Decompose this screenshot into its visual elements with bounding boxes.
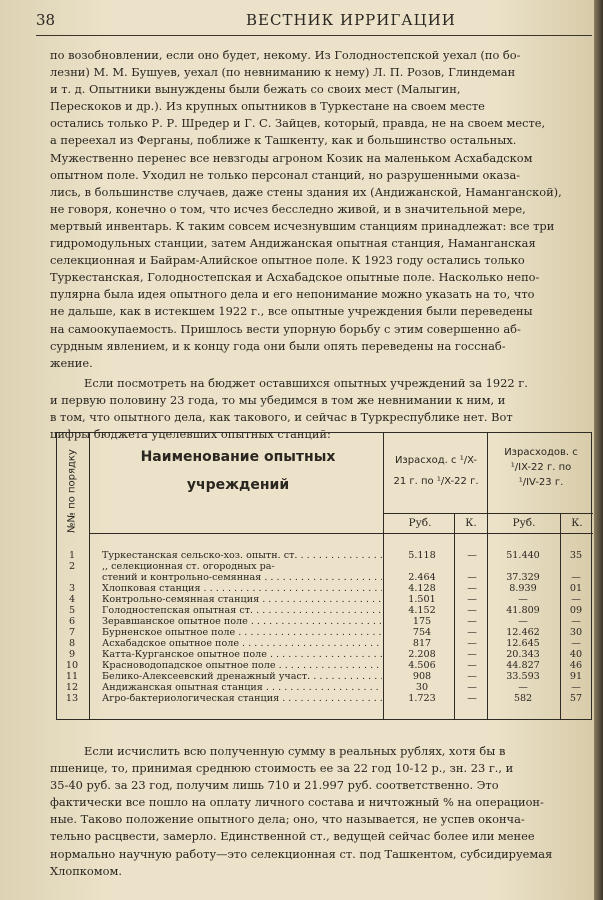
text-line: в том, что опытного дела, как такового, и сейчас в Туркреспублике нет. Вот (50, 410, 513, 425)
text-line: жение. (50, 355, 93, 370)
rub-period-1: 2.208 (408, 649, 436, 660)
kop-period-1: — (467, 649, 477, 660)
text-line: по возобновлении, если оно будет, некому. Из Голодностепской уехал (по бо- (50, 48, 521, 62)
row-number: 8 (68, 638, 76, 649)
text-line: Мужественно перенес все невзгоды агроном Козик на маленьком Асхабадском (50, 150, 533, 165)
table-row (57, 649, 593, 660)
table-row (57, 594, 593, 605)
kop-period-1: — (467, 693, 477, 704)
kop-period-1: — (467, 594, 477, 605)
row-number: 12 (65, 682, 79, 693)
row-number: 13 (65, 693, 79, 704)
rub-period-1: 817 (412, 638, 432, 649)
rub-period-1: 4.128 (408, 583, 436, 594)
kop-period-1: — (467, 627, 477, 638)
row-number: 7 (68, 627, 76, 638)
unit-rub-header: Руб. (408, 517, 432, 529)
text-line: Хлопкомом. (50, 863, 122, 878)
rub-period-2: 12.645 (506, 638, 540, 649)
kop-period-2: 40 (569, 649, 583, 660)
text-line: пшенице, то, принимая среднюю стоимость ее за 22 год 10-12 р., зн. 23 г., и (50, 761, 514, 776)
table-row (57, 583, 593, 594)
kop-period-2: 91 (569, 671, 583, 682)
table-header-subrule (383, 513, 593, 514)
text-line: опытном поле. Уходил не только персонал станций, но разрушенными оказа- (50, 167, 521, 182)
journal-title: ВЕСТНИК ИРРИГАЦИИ (246, 11, 456, 29)
text-line: на самоокупаемость. Пришлось вести упорную борьбу с этим совершенно аб- (50, 321, 521, 336)
paragraph-1 (50, 47, 595, 372)
row-number: 10 (65, 660, 79, 671)
row-name: Андижанская опытная станция . . . (102, 682, 382, 693)
table-row (57, 627, 593, 638)
row-number: 11 (65, 671, 79, 682)
row-name: Хлопковая станция . . . (102, 583, 382, 594)
page-number: 38 (36, 11, 56, 29)
row-name: стений и контрольно-семянная . . . (102, 572, 382, 583)
rub-period-2: — (518, 594, 528, 605)
kop-period-2: — (571, 594, 581, 605)
table-row (57, 638, 593, 649)
row-name: Агро-бактериологическая станция . . . (102, 693, 382, 704)
text-line: лезни) М. М. Бушуев, уехал (по невниманию к нему) Л. П. Розов, Глиндеман (50, 65, 516, 80)
kop-period-1: — (467, 572, 477, 583)
text-line: сурдным явлением, и к концу года они были опять переведены на госснаб- (50, 338, 506, 353)
text-line: Перескоков и др.). Из крупных опытников в Туркестане на своем месте (50, 99, 485, 114)
text-line: нормально научную работу—это селекционная ст. под Ташкентом, субсидируемая (50, 846, 553, 861)
text-line: пулярна была идея опытного дела и его непонимание можно указать на то, что (50, 287, 535, 302)
table-row (57, 605, 593, 616)
rub-period-2: 20.343 (506, 649, 540, 660)
rub-period-2: 51.440 (506, 550, 540, 561)
text-line: лись, в большинстве случаев, даже стены здания их (Андижанской, Наманганской), (50, 184, 562, 199)
rub-period-2: 33.593 (506, 671, 540, 682)
rub-period-2: 41.809 (506, 605, 540, 616)
kop-period-1: — (467, 550, 477, 561)
kop-period-1: — (467, 605, 477, 616)
table-header-rule (89, 533, 593, 534)
kop-period-2: — (571, 572, 581, 583)
rub-period-1: 1.501 (408, 594, 436, 605)
row-name: Контрольно-семянная станция . . . (102, 594, 382, 605)
row-number: 9 (68, 649, 76, 660)
kop-period-2: 35 (569, 550, 583, 561)
kop-period-2: 57 (569, 693, 583, 704)
text-line: 35-40 руб. за 23 год, получим лишь 710 и 21.997 руб. соответственно. Это (50, 778, 499, 793)
unit-kop-header: К. (465, 517, 477, 529)
table-row (57, 561, 593, 572)
text-line: не дальше, как в истекшем 1922 г., все опытные учреждения были переведены (50, 304, 533, 319)
table-row (57, 693, 593, 704)
text-line: а переехал из Ферганы, поближе к Ташкенту, как и большинство остальных. (50, 133, 517, 148)
kop-period-2: 09 (569, 605, 583, 616)
row-name: Голодностепская опытная ст. . . . (102, 605, 382, 616)
rub-period-2: 12.462 (506, 627, 540, 638)
text-line: остались только Р. Р. Шредер и Г. С. Зайцев, который, правда, не на своем месте, (50, 116, 546, 131)
row-name: Туркестанская сельско-хоз. опытн. ст. . . . (102, 550, 382, 561)
table-row (57, 660, 593, 671)
column-header-period-1: Израсход. с ¹/X- 21 г. по ¹/X-22 г. (393, 455, 479, 487)
text-line: и т. д. Опытники вынуждены были бежать со своих мест (Малыгин, (50, 82, 461, 97)
rub-period-2: 37.329 (506, 572, 540, 583)
text-line: ные. Таково положение опытного дела; оно, что называется, не успев оконча- (50, 812, 525, 827)
kop-period-1: — (467, 660, 477, 671)
page-edge-shadow (594, 0, 603, 900)
text-line: Если исчислить всю полученную сумму в реальных рублях, хотя бы в (84, 744, 506, 758)
row-number: 4 (68, 594, 76, 605)
rub-period-1: 4.506 (408, 660, 436, 671)
row-number: 5 (68, 605, 76, 616)
kop-period-1: — (467, 583, 477, 594)
text-line: Если посмотреть на бюджет оставшихся опытных учреждений за 1922 г. (84, 376, 528, 390)
row-name: Красноводопадское опытное поле . . . (102, 660, 382, 671)
rub-period-1: 2.464 (408, 572, 436, 583)
rub-period-1: 30 (415, 682, 429, 693)
row-number: 6 (68, 616, 76, 627)
row-name: ,, селекционная ст. огородных ра- (102, 561, 275, 572)
table-row (57, 671, 593, 682)
row-name: Асхабадское опытное поле . . . (102, 638, 382, 649)
row-name: Зеравшанское опытное поле . . . (102, 616, 382, 627)
row-name: Бурненское опытное поле . . . (102, 627, 382, 638)
rub-period-2: 582 (513, 693, 533, 704)
text-line: не говоря, конечно о том, что исчез бесследно живой, и в значительной мере, (50, 201, 526, 216)
text-line: и первую половину 23 года, то мы убедимся в том же невнимании к ним, и (50, 393, 506, 408)
column-header-number: №№ по порядку (66, 449, 78, 533)
kop-period-2: 30 (569, 627, 583, 638)
row-number: 1 (68, 550, 76, 561)
kop-period-2: — (571, 638, 581, 649)
row-name: Белико-Алексеевский дренажный участ. . . . (102, 671, 382, 682)
text-line: Туркестанская, Голодностепская и Асхабадское опытные поле. Насколько непо- (50, 270, 540, 285)
rub-period-1: 175 (412, 616, 432, 627)
rub-period-1: 908 (412, 671, 432, 682)
rub-period-1: 5.118 (408, 550, 436, 561)
row-number: 2 (68, 561, 76, 572)
table-row (57, 682, 593, 693)
rub-period-1: 754 (412, 627, 432, 638)
rub-period-1: 1.723 (408, 693, 436, 704)
kop-period-2: — (571, 616, 581, 627)
header-rule (36, 35, 592, 36)
rub-period-2: — (518, 682, 528, 693)
budget-table (56, 432, 592, 720)
column-header-name: Наименование опытных учреждений (140, 449, 336, 493)
row-name: Катта-Курганское опытное поле . . . (102, 649, 382, 660)
running-header (36, 11, 586, 33)
kop-period-1: — (467, 671, 477, 682)
kop-period-2: 01 (569, 583, 583, 594)
text-line: цифры бюджета уцелевших опытных станций: (50, 427, 331, 442)
kop-period-1: — (467, 682, 477, 693)
text-line: тельно расцвести, замерло. Единственной ст., ведущей сейчас более или менее (50, 829, 535, 844)
kop-period-1: — (467, 638, 477, 649)
text-line: мертвый инвентарь. К таким совсем исчезнувшим станциям принадлежат: все три (50, 218, 555, 233)
rub-period-2: 8.939 (509, 583, 537, 594)
table-row (57, 616, 593, 627)
paragraph-3 (50, 743, 595, 880)
row-number: 3 (68, 583, 76, 594)
table-row (57, 550, 593, 561)
text-line: фактически все пошло на оплату личного состава и ничтожный % на операцион- (50, 795, 544, 810)
text-line: гидромодульных станции, затем Андижанская опытная станция, Наманганская (50, 236, 536, 251)
kop-period-2: — (571, 682, 581, 693)
rub-period-2: 44.827 (506, 660, 540, 671)
table-row (57, 572, 593, 583)
rub-period-2: — (518, 616, 528, 627)
text-line: селекционная и Байрам-Алийское опытное поле. К 1923 году остались только (50, 253, 525, 268)
unit-rub-header: Руб. (512, 517, 536, 529)
column-header-period-2: Израсходов. с ¹/IX-22 г. по ¹/IV-23 г. (504, 447, 578, 488)
unit-kop-header: К. (571, 517, 583, 529)
kop-period-1: — (467, 616, 477, 627)
kop-period-2: 46 (569, 660, 583, 671)
rub-period-1: 4.152 (408, 605, 436, 616)
